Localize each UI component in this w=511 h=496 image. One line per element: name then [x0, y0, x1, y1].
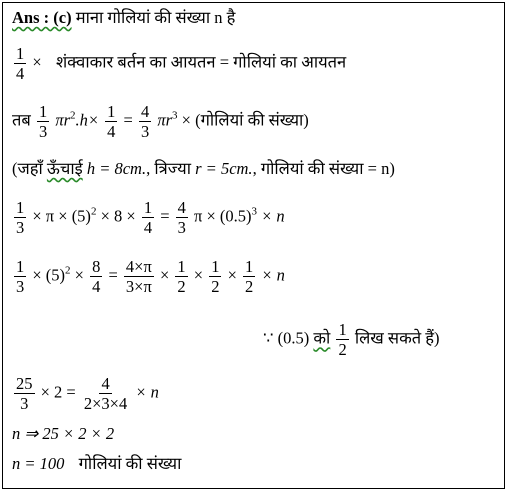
fraction: $\frac{8}{4}$ — [92, 257, 101, 297]
fraction: $\frac{1}{3}$ — [38, 102, 48, 142]
fraction: $\frac{1}{2}$ — [177, 257, 186, 297]
equation-step-3: $\frac{25}{3}$ × 2 = $\frac{4}{2\times 3\times 4}$ × n — [16, 374, 159, 414]
fraction: $\frac{1}{4}$ — [107, 102, 116, 142]
equation-step-1: $\frac{1}{3}$ × $\pi \times (5)^2 \times 8$ × $\frac{1}{4}$ = $\frac{4}{3}$ $\pi \times (0.5)^3 \times n$ — [16, 198, 285, 238]
fraction: $\frac{1}{2}$ — [245, 257, 254, 297]
tab-word: तब — [12, 110, 31, 130]
fraction-one-fourth: $\frac{1}{4}$ — [16, 44, 25, 84]
fraction: $\frac{4}{2\times 3\times 4}$ — [83, 374, 128, 414]
final-answer-line: n = 100 गोलियां की संख्या — [12, 454, 182, 473]
fraction: $\frac{25}{3}$ — [16, 374, 33, 414]
fraction: $\frac{1}{4}$ — [143, 198, 153, 238]
fraction: $\frac{1}{2}$ — [338, 320, 347, 360]
fraction: $\frac{4\times\pi}{3\times\pi}$ — [125, 257, 152, 297]
note-line: ∵ (0.5) को $\frac{1}{2}$ लिख सकते हैं) — [263, 320, 440, 360]
equation-step-4: n ⇒ 25 × 2 × 2 — [12, 424, 115, 443]
fraction: $\frac{1}{3}$ — [16, 257, 25, 297]
formula-line: तब $\frac{1}{3}$ $\pi r^2.h\times$ $\frac{1}{4}$ = $\frac{4}{3}$ $\pi r^3$ × (गोलियां की संख्या) — [12, 102, 309, 142]
ans-label: Ans : (c) — [12, 8, 72, 27]
given-values-line: (जहाँ ऊँचाई h = 8cm., त्रिज्या r = 5cm., गोलियां की संख्या = n) — [12, 159, 395, 178]
fraction: $\frac{1}{2}$ — [211, 257, 220, 297]
fraction: $\frac{4}{3}$ — [140, 102, 150, 142]
answer-line — [12, 7, 235, 29]
equation-step-2: $\frac{1}{3}$ × $(5)^2$ × $\frac{8}{4}$ = $\frac{4\times\pi}{3\times\pi}$ × $\frac{1}{2}$ × $\frac{1}{2}$ × $\frac{1}{2}$ × n — [16, 257, 285, 297]
volume-relation-line: $\frac{1}{4}$ × शंक्वाकार बर्तन का आयतन = गोलियां का आयतन — [16, 44, 347, 84]
fraction: $\frac{4}{3}$ — [177, 198, 186, 238]
fraction: $\frac{1}{3}$ — [16, 198, 25, 238]
answer-box — [2, 2, 505, 489]
answer-text: माना गोलियां की संख्या n है — [75, 8, 236, 27]
volume-relation-text: शंक्वाकार बर्तन का आयतन = गोलियां का आयतन — [55, 52, 347, 72]
